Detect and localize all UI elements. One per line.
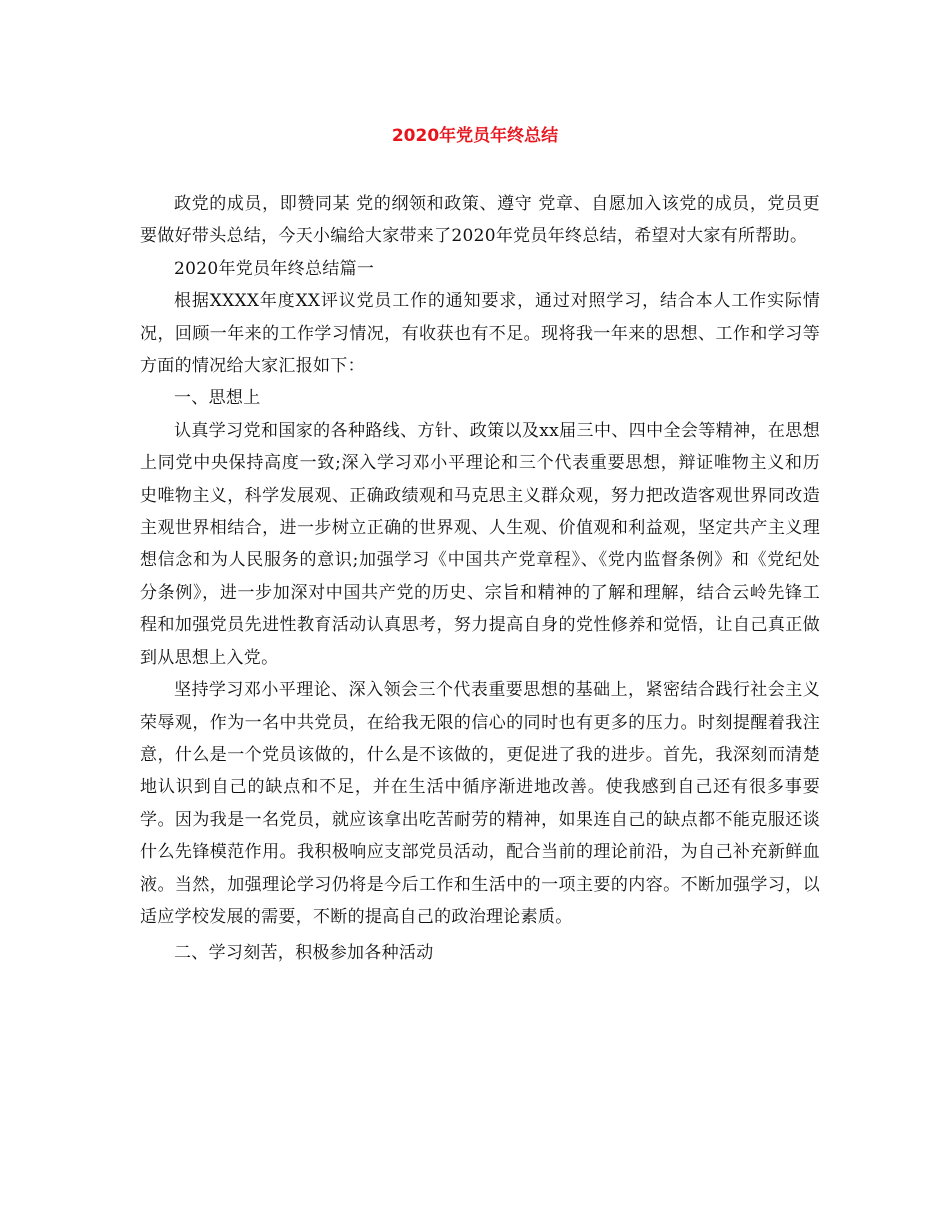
paragraph-thought-study: 认真学习党和国家的各种路线、方针、政策以及xx届三中、四中全会等精神，在思想上同党中央保持高度一致;深入学习邓小平理论和三个代表重要思想，辩证唯物主义和历史唯物主义，科学发展观、正确政绩观和马克思主义群众观，努力把改造客观世界同改造主观世界相结合，进一步树立正确的世界观、人生观、价值观和利益观，坚定共产主义理想信念和为人民服务的意识;加强学习《中国共产党章程》、《党内监督条例》和《党纪处分条例》，进一步加深对中国共产党的历史、宗旨和精神的了解和理解，结合云岭先锋工程和加强党员先进性教育活动认真思考，努力提高自身的党性修养和觉悟，让自己真正做到从思想上入党。 bbox=[140, 420, 820, 668]
paragraph-intro: 政党的成员，即赞同某 党的纲领和政策、遵守 党章、自愿加入该党的成员，党员更要做好带头总结，今天小编给大家带来了2020年党员年终总结，希望对大家有所帮助。 bbox=[140, 194, 820, 247]
paragraph-section-heading: 2020年党员年终总结篇一 bbox=[174, 258, 375, 279]
paragraph-report-intro: 根据XXXX年度XX评议党员工作的通知要求，通过对照学习，结合本人工作实际情况，回顾一年来的工作学习情况，有收获也有不足。现将我一年来的思想、工作和学习等方面的情况给大家汇报如下： bbox=[140, 291, 820, 377]
paragraph-heading-thought: 一、思想上 bbox=[174, 388, 261, 409]
document-title: 2020年党员年终总结 bbox=[391, 126, 559, 146]
paragraph-heading-study: 二、学习刻苦，积极参加各种活动 bbox=[174, 943, 434, 964]
paragraph-thought-practice: 坚持学习邓小平理论、深入领会三个代表重要思想的基础上，紧密结合践行社会主义荣辱观，作为一名中共党员，在给我无限的信心的同时也有更多的压力。时刻提醒着我注意，什么是一个党员该做的，什么是不该做的，更促进了我的进步。首先，我深刻而清楚地认识到自己的缺点和不足，并在生活中循序渐进地改善。使我感到自己还有很多事要学。因为我是一名党员，就应该拿出吃苦耐劳的精神，如果连自己的缺点都不能克服还谈什么先锋模范作用。我积极响应支部党员活动，配合当前的理论前沿，为自己补充新鲜血液。当然，加强理论学习仍将是今后工作和生活中的一项主要的内容。不断加强学习，以适应学校发展的需要，不断的提高自己的政治理论素质。 bbox=[140, 680, 820, 927]
document-body bbox=[140, 188, 820, 970]
